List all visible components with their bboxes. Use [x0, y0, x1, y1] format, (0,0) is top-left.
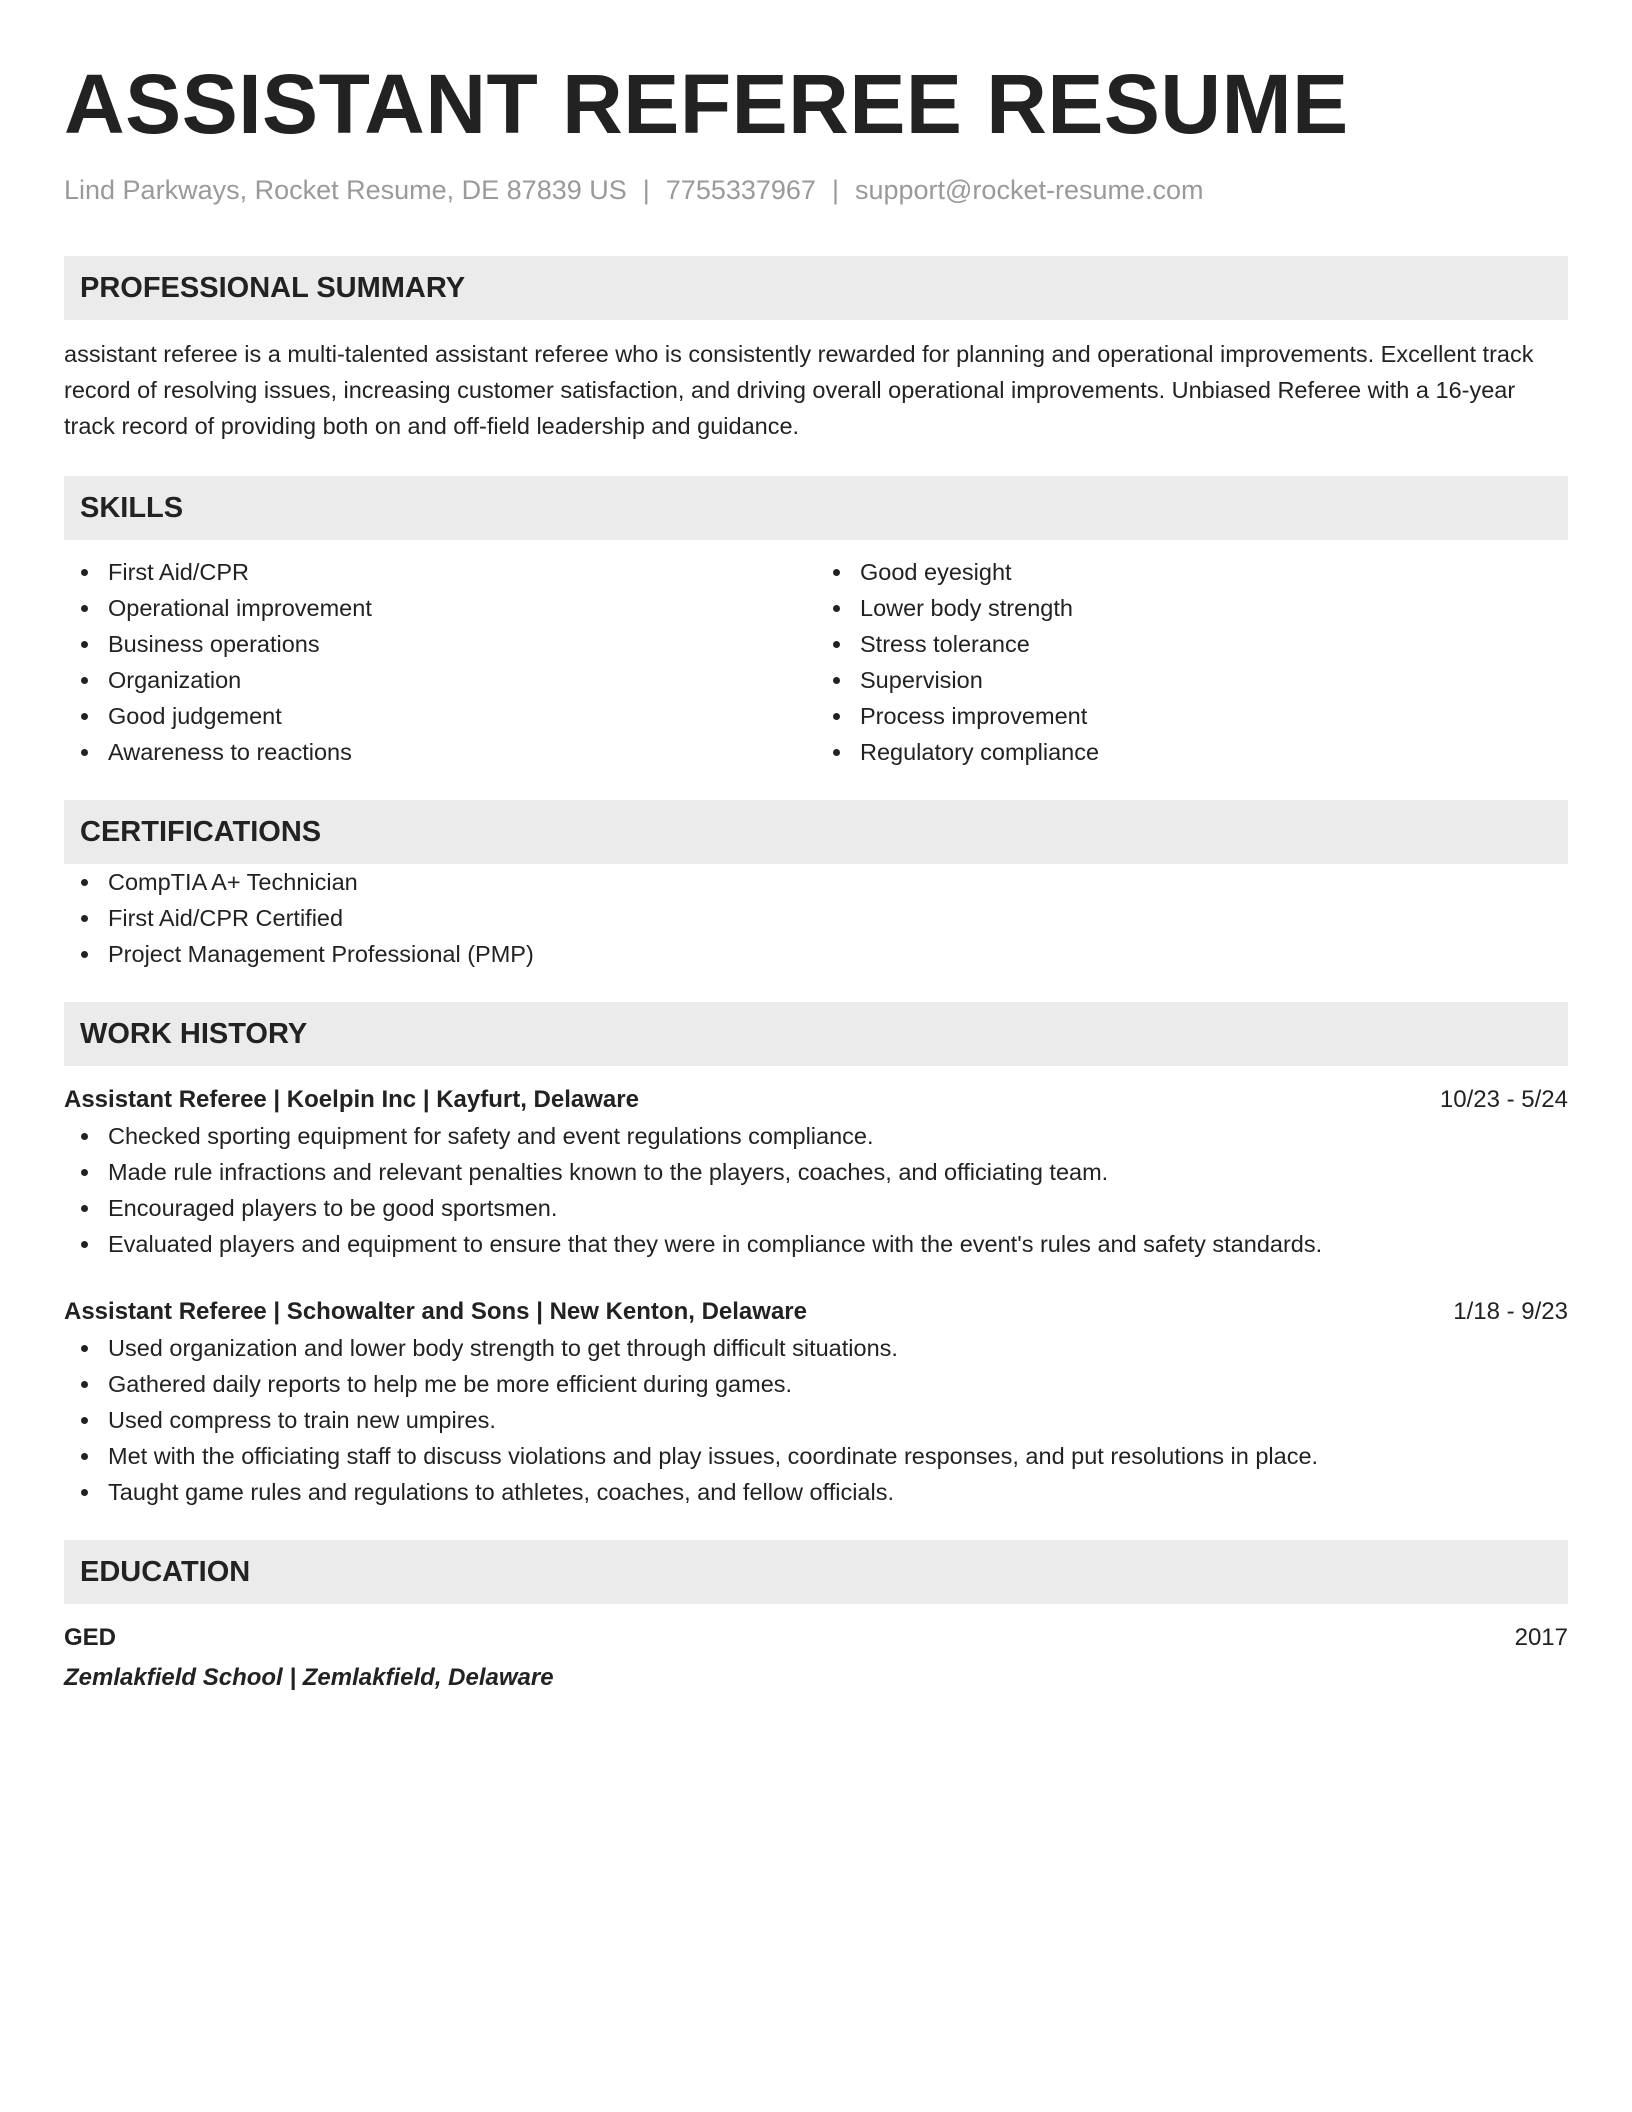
skill-item: Awareness to reactions	[64, 734, 816, 770]
skill-item: Operational improvement	[64, 590, 816, 626]
contact-email: support@rocket-resume.com	[854, 175, 1204, 205]
skill-item: Supervision	[816, 662, 1568, 698]
contact-phone: 7755337967	[665, 175, 816, 205]
job-duty-item: Used compress to train new umpires.	[64, 1402, 1568, 1438]
education-school: Zemlakfield School | Zemlakfield, Delaware	[64, 1664, 554, 1692]
certifications-list	[64, 864, 1568, 972]
job-duty-item: Evaluated players and equipment to ensure that they were in compliance with the event's rules and safety standards.	[64, 1226, 1568, 1262]
skill-item: Stress tolerance	[816, 626, 1568, 662]
section-header-skills: SKILLS	[64, 476, 1568, 540]
job-title: Assistant Referee | Schowalter and Sons | New Kenton, Delaware	[64, 1298, 807, 1326]
job-title: Assistant Referee | Koelpin Inc | Kayfurt, Delaware	[64, 1086, 639, 1114]
job-dates: 10/23 - 5/24	[1439, 1086, 1568, 1114]
skills-grid	[64, 554, 1568, 770]
skills-list-left	[64, 554, 816, 770]
skill-item: Process improvement	[816, 698, 1568, 734]
job-duty-item: Taught game rules and regulations to athletes, coaches, and fellow officials.	[64, 1474, 1568, 1510]
resume-title: ASSISTANT REFEREE RESUME	[64, 57, 1349, 151]
education-header	[64, 1620, 1568, 1656]
section-header-education: EDUCATION	[64, 1540, 1568, 1604]
job-duty-item: Met with the officiating staff to discuss violations and play issues, coordinate responses, and put resolutions in place.	[64, 1438, 1568, 1474]
skill-item: First Aid/CPR	[64, 554, 816, 590]
skills-column-right	[816, 554, 1568, 770]
job-duties-list	[64, 1118, 1568, 1262]
job-duty-item: Gathered daily reports to help me be more efficient during games.	[64, 1366, 1568, 1402]
summary-text: assistant referee is a multi-talented assistant referee who is consistently rewarded for planning and operational improvements. Excellent track record of resolving issues, increasing customer satisfaction, and driving overall operational improvements. Unbiased Referee with a 16-year track record of providing both on and off-field leadership and guidance.	[64, 341, 1534, 440]
contact-separator: |	[831, 175, 839, 205]
job-duty-item: Encouraged players to be good sportsmen.	[64, 1190, 1568, 1226]
contact-line	[64, 174, 1568, 206]
skill-item: Business operations	[64, 626, 816, 662]
contact-separator: |	[642, 175, 650, 205]
skill-item: Regulatory compliance	[816, 734, 1568, 770]
skills-column-left	[64, 554, 816, 770]
job-dates: 1/18 - 9/23	[1453, 1298, 1568, 1326]
skill-item: Lower body strength	[816, 590, 1568, 626]
section-header-summary: PROFESSIONAL SUMMARY	[64, 256, 1568, 320]
job-header	[64, 1082, 1568, 1118]
skills-list-right	[816, 554, 1568, 770]
education-year: 2017	[1514, 1624, 1568, 1652]
certification-item: First Aid/CPR Certified	[64, 900, 1568, 936]
section-header-work-history: WORK HISTORY	[64, 1002, 1568, 1066]
certification-item: Project Management Professional (PMP)	[64, 936, 1568, 972]
job-duty-item: Checked sporting equipment for safety and event regulations compliance.	[64, 1118, 1568, 1154]
skill-item: Organization	[64, 662, 816, 698]
section-header-certifications: CERTIFICATIONS	[64, 800, 1568, 864]
job-header	[64, 1294, 1568, 1330]
skill-item: Good eyesight	[816, 554, 1568, 590]
certification-item: CompTIA A+ Technician	[64, 864, 1568, 900]
education-degree: GED	[64, 1624, 117, 1652]
contact-address: Lind Parkways, Rocket Resume, DE 87839 US	[64, 175, 627, 205]
job-duties-list	[64, 1330, 1568, 1510]
skill-item: Good judgement	[64, 698, 816, 734]
job-duty-item: Used organization and lower body strength to get through difficult situations.	[64, 1330, 1568, 1366]
job-duty-item: Made rule infractions and relevant penalties known to the players, coaches, and officiating team.	[64, 1154, 1568, 1190]
